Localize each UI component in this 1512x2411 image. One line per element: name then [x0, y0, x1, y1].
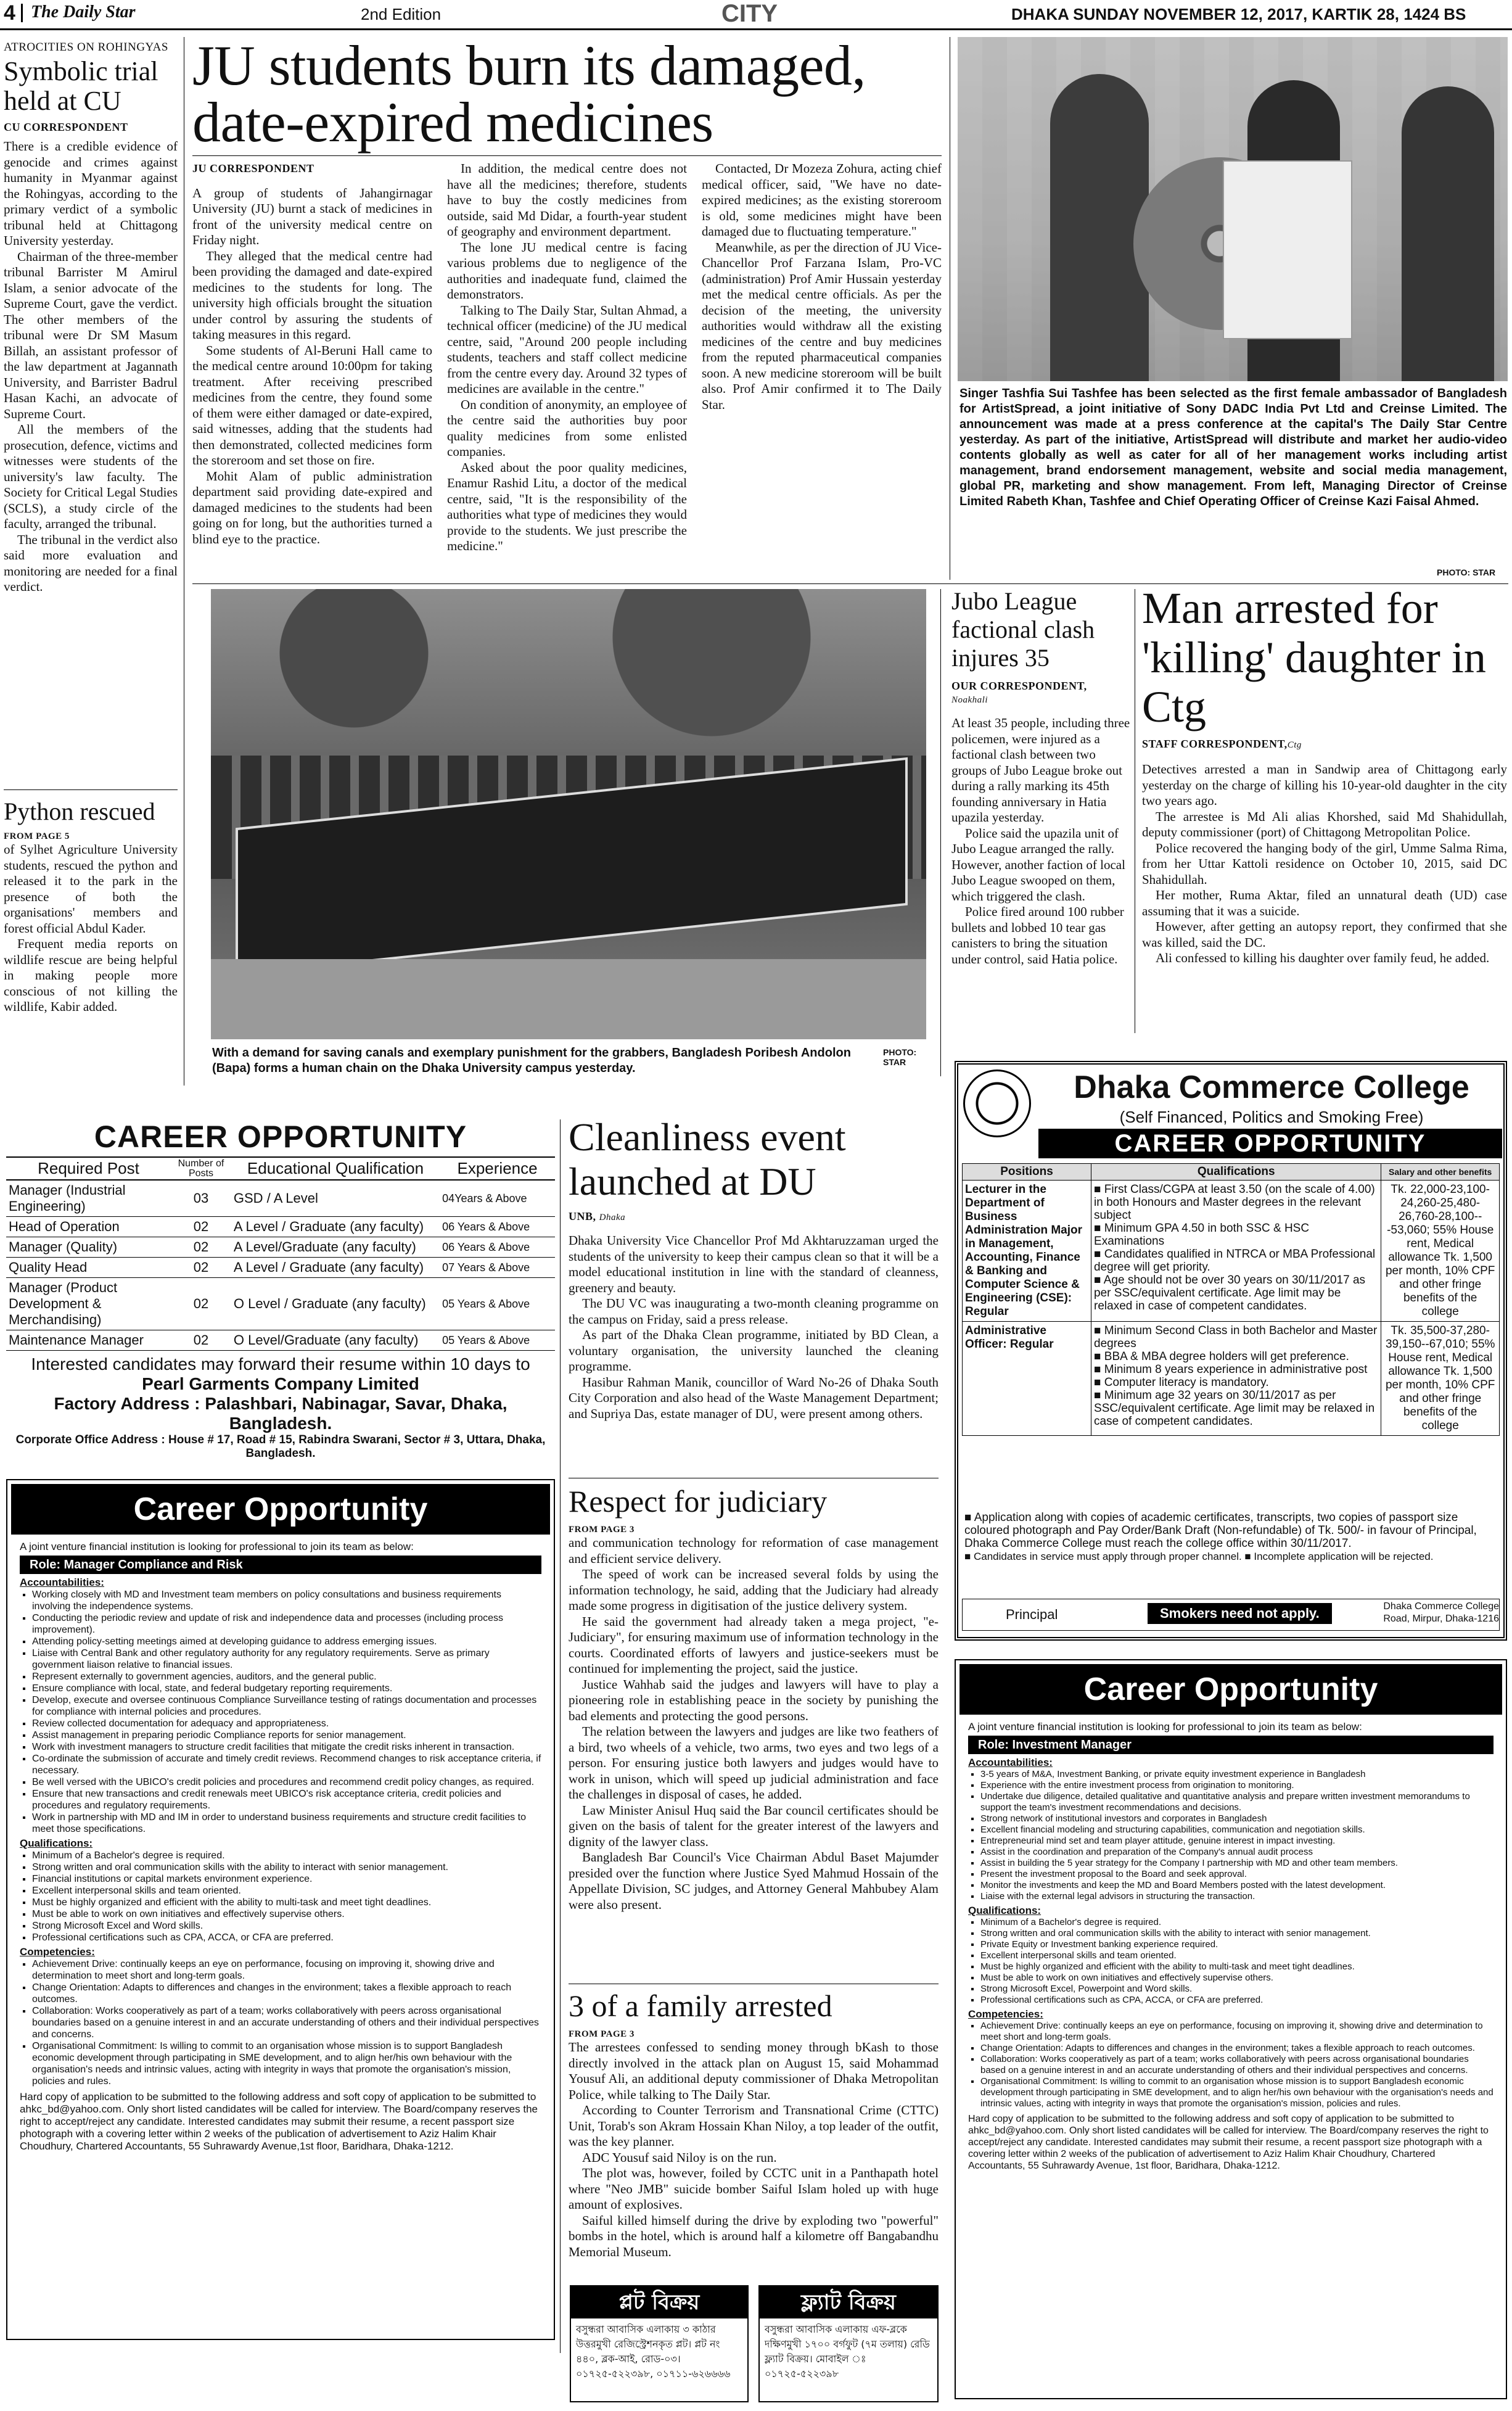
qualification-item	[1094, 1248, 1378, 1274]
col-header: Educational Qualification	[247, 1159, 424, 1177]
qualification-item	[1094, 1274, 1378, 1313]
table-cell: 05 Years & Above	[442, 1333, 530, 1346]
paragraph: The speed of work can be increased several folds by using the information technology, he said, adding that the Judiciary had already made some progress in digitisation of the justice delivery system.	[569, 1567, 939, 1613]
paragraph: The arrestees confessed to sending money through bKash to those directly involved in the attack plan on August 15, said Mohammad Yousuf Ali, an additional deputy commissioner of Dhaka Metropolitan Police, while talking to The Daily Star.	[569, 2040, 939, 2102]
paragraph: Contacted, Dr Mozeza Zohura, acting chief medical officer, said, "We have no date-expired medicines; as the existing storeroom is old, some medicines might have been damaged due to fluctuating temperature."	[702, 161, 942, 239]
list-item: ▪ Strong network of institutional investors and corporates in Bangladesh	[980, 1813, 1494, 1824]
salary-cell: Tk. 35,500-37,280-39,150--67,010; 55% House rent, Medical allowance Tk. 1,500 per month, 10% CPF and other fringe benefits of the college	[1381, 1322, 1500, 1436]
list-item: ▪ Liaise with Central Bank and other regulatory authority for any regulatory requirements. Serve as primary government liaison relative to financial issues.	[32, 1647, 541, 1671]
qualification-text: Minimum age 32 years on 30/11/2017 as per SSC/equivalent certificate. Age limit may be relaxed in case of competent candidates.	[1094, 1389, 1375, 1428]
list-item: ▪ Monitor the investments and keep the MD and Board Members posted with the latest development.	[980, 1880, 1494, 1891]
list-item: ▪ 3-5 years of M&A, Investment Banking, or private equity investment experience in Bangladesh	[980, 1769, 1494, 1780]
career-band: CAREER OPPORTUNITY	[1038, 1129, 1502, 1158]
qualification-text: Candidates qualified in NTRCA or MBA Professional degree will get priority.	[1094, 1248, 1376, 1274]
list-item: ▪ Work with investment managers to structure credit facilities that mitigate the credit risks inherent in transaction.	[32, 1741, 541, 1753]
table-row	[6, 1237, 555, 1258]
list-item: ▪ Working closely with MD and Investment team members on policy consultations and business requirements involving the independence systems.	[32, 1589, 541, 1612]
table-row	[963, 1322, 1500, 1436]
table-row	[6, 1330, 555, 1351]
paragraph: Saiful killed himself during the drive by exploding two "powerful" bombs in the hotel, which is around half a kilometre off Bangabandhu Memorial Museum.	[569, 2212, 939, 2259]
table-cell: O Level / Graduate (any faculty)	[233, 1296, 426, 1311]
qualifications-list	[956, 1917, 1494, 2006]
table-cell: 04Years & Above	[442, 1192, 527, 1205]
dcc-table	[962, 1163, 1500, 1436]
headline: Cleanliness event launched at DU	[569, 1115, 846, 1203]
plaque	[1223, 160, 1352, 339]
place: Ctg	[1287, 740, 1302, 750]
table-row	[963, 1181, 1500, 1322]
table-cell: Manager (Industrial Engineering)	[9, 1182, 126, 1214]
position-cell: Lecturer in the Department of Business Administration Major in Management, Accounting, Finance & Banking and Computer Science & Engineering (CSE): Regular	[963, 1181, 1091, 1322]
place	[951, 693, 1130, 706]
list-item: ▪ Must be highly organized and efficient with the ability to multi-task and meet tight deadlines.	[980, 1961, 1494, 1972]
list-item: ▪ Collaboration: Works cooperatively as part of a team; works collaboratively with peers across organisational boundaries based on a genuine interest in and an accurate understanding of others and their individual perspectives and concerns.	[32, 2005, 541, 2040]
list-item: ▪ Must be able to work on own initiatives and effectively supervise others.	[32, 1908, 541, 1920]
list-item: ▪ Assist management in preparing periodic Compliance reports for senior management.	[32, 1729, 541, 1741]
paragraph: Detectives arrested a man in Sandwip area of Chittagong early yesterday on the charge of killing his 10-year-old daughter in the city two years ago.	[1142, 762, 1507, 808]
story-body	[4, 842, 178, 1015]
list-item: ▪ Excellent interpersonal skills and team oriented.	[980, 1950, 1494, 1961]
ad-title: Career Opportunity	[11, 1484, 550, 1535]
table-cell: A Level / Graduate (any faculty)	[233, 1219, 424, 1234]
classified-flat-sale	[758, 2285, 939, 2402]
qualification-item	[1094, 1376, 1378, 1389]
kicker: ATROCITIES ON ROHINGYAS	[4, 41, 168, 54]
bullet-icon: ■	[1094, 1350, 1104, 1363]
list-item: ▪ Must be highly organized and efficient with the ability to multi-task and meet tight deadlines.	[32, 1897, 541, 1908]
list-item: ▪ Organisational Commitment: Is willing to commit to an organisation whose mission is to support Bangladesh economic development through participating in SME development, and to align her/his own behaviour with the organisation's needs and intrinsic values, acting with integrity in ways that promote the organisation's mission, policies and rules.	[32, 2040, 541, 2087]
ad-intro: A joint venture financial institution is looking for professional to join its team as below:	[20, 1541, 414, 1552]
paragraph: Law Minister Anisul Huq said the Bar council certificates should be given on the basis of talent for the greater interest of the lawyers and dignity of the lawyer class.	[569, 1802, 939, 1849]
bullet-icon: ■	[1094, 1363, 1104, 1376]
dcc-notes	[964, 1511, 1500, 1563]
place-name: Noakhali	[951, 695, 988, 705]
note-text: Incomplete application will be rejected.	[1254, 1551, 1434, 1562]
competencies-list	[956, 2021, 1494, 2109]
paragraph: Chairman of the three-member tribunal Barrister M Amirul Islam, a senior advocate of the Supreme Court, gave the verdict. The other members of the tribunal were Dr SM Masum Billah, an assistant professor of the law department at Jagannath University, and Barrister Badrul Hasan Kachi, an advocate of Supreme Court.	[4, 249, 178, 421]
section-heading: Qualifications:	[968, 1905, 1042, 1916]
section-heading: Qualifications:	[20, 1837, 93, 1849]
paragraph: Some students of Al-Beruni Hall came to the medical centre around 10:00pm for taking treatment. After receiving prescribed medicines from the centre, they found some of them were either damaged or date-expired, said witnesses, adding that the students had then demonstrated, collected medicines form the storeroom and set those on fire.	[192, 342, 432, 468]
from-page: FROM PAGE 3	[569, 2029, 635, 2039]
table-cell: Manager (Product Development & Merchandising)	[9, 1280, 118, 1327]
qualification-item	[1094, 1324, 1378, 1350]
column-rule	[940, 589, 941, 1076]
college-name: Dhaka Commerce College	[1074, 1069, 1469, 1105]
classified-title: ফ্ল্যাট বিক্রয়	[760, 2286, 937, 2318]
positions-table	[6, 1156, 555, 1351]
classified-body: বসুন্ধরা আবাসিক এলাকায় ৩ কাঠার উত্তরমুখী রেজিস্ট্রেশনকৃত প্লট। প্লট নং ৪৪০, ব্লক-আই, রোড-০৩। ০১৭২৫-৫২২৩৯৮, ০১৭১১-৬২৬৬৬৬	[576, 2323, 731, 2380]
qualification-item	[1094, 1350, 1378, 1363]
list-item: ▪ Represent externally to government agencies, auditors, and the general public.	[32, 1671, 541, 1683]
road	[211, 959, 926, 1039]
photo-ambassador	[958, 37, 1508, 381]
story-python	[4, 798, 178, 1015]
paragraph: Asked about the poor quality medicines, Enamur Rashid Litu, a doctor of the medical centre, said, "It is the responsibility of the authorities what type of medicines they would provide to the students. We just prescribe the medicine."	[447, 460, 687, 553]
note: ■ Application along with copies of academic certificates, transcripts, two copies of passport size coloured photograph and Pay Order/Bank Draft (Non-refundable) of Tk. 500/- in favour of Principal, Dhaka Commerce College must reach the college office within 30/11/2017.	[964, 1511, 1477, 1550]
factory-address: Factory Address : Palashbari, Nabinagar, Savar, Dhaka, Bangladesh.	[54, 1394, 507, 1433]
column-rule	[560, 1119, 561, 2353]
story-body	[951, 715, 1130, 967]
paragraph: Dhaka University Vice Chancellor Prof Md Akhtaruzzaman urged the students of the university to keep their campus clean so that it will be a model educational institution in line with the standard of cleanness, greenery and beauty.	[569, 1233, 939, 1295]
list-item: ▪ Work in partnership with MD and IM in order to understand business requirements and structure credit facilities to meet those specifications.	[32, 1811, 541, 1835]
accountabilities-list	[956, 1769, 1494, 1902]
list-item: ▪ Excellent interpersonal skills and team oriented.	[32, 1885, 541, 1897]
page-number: 4	[4, 1, 15, 25]
ad-pearl-garments	[6, 1119, 555, 1468]
note: ■ Candidates in service must apply through proper channel. ■ Incomplete application will be rejected.	[964, 1551, 1434, 1562]
headline: Man arrested for 'killing' daughter in Ctg	[1142, 583, 1486, 732]
headline: Symbolic trial held at CU	[4, 56, 158, 116]
table-cell: A Level / Graduate (any faculty)	[233, 1259, 424, 1275]
paragraph: A group of students of Jahangirnagar University (JU) burnt a stack of medicines in front of the university medical centre on Friday night.	[192, 185, 432, 247]
photo-caption: With a demand for saving canals and exemplary punishment for the grabbers, Bangladesh Poribesh Andolon (Bapa) forms a human chain on the Dhaka University campus yesterday.	[212, 1046, 851, 1075]
section-name: CITY	[721, 0, 778, 27]
story-family	[569, 1987, 939, 2260]
story-rohingya	[4, 41, 178, 595]
note-text: Candidates in service must apply through proper channel.	[974, 1551, 1242, 1562]
paragraph: There is a credible evidence of genocide and crimes against humanity in Myanmar against the Rohingyas, according to the primary verdict of a symbolic tribunal held at Chittagong University yesterday.	[4, 139, 178, 248]
list-item: ▪ Excellent financial modeling and structuring capabilities, communication and negotiation skills.	[980, 1824, 1494, 1836]
accountabilities-list	[7, 1589, 541, 1835]
photo-caption: Singer Tashfia Sui Tashfee has been selected as the first female ambassador of Bangladesh for ArtistSpread, a joint initiative of Sony DADC India Pvt Ltd and Creinse Limited. The announcement was made at a press conference at the capital's The Daily Star Centre yesterday. As part of the initiative, ArtistSpread will distribute and market her audio-video contents globally as well as cater for all of her management works including artist management, brand endorsement management, website and social media management, global PR, marketing and show management. From left, Managing Director of Creinse Limited Rabeth Khan, Tashfee and Chief Operating Officer of Creinse Kazi Faisal Ahmed.	[959, 387, 1507, 508]
table-cell: Manager (Quality)	[9, 1239, 118, 1255]
bullet-icon: ■	[1094, 1183, 1104, 1196]
page-number-divider	[21, 4, 23, 22]
paragraph: ADC Yousuf said Niloy is on the run.	[582, 2149, 777, 2165]
footer-principal: Principal	[1006, 1607, 1058, 1622]
list-item: ▪ Strong Microsoft Excel, Powerpoint and Word skills.	[980, 1984, 1494, 1995]
col-header: Number of Posts	[178, 1158, 224, 1179]
qualifications-list	[7, 1850, 541, 1943]
story-body	[1142, 762, 1507, 966]
list-item: ▪ Entrepreneurial mind set and team player attitude, genuine interest in impact investing.	[980, 1836, 1494, 1847]
college-subtitle: (Self Financed, Politics and Smoking Free)	[1119, 1108, 1424, 1126]
corporate-address: Corporate Office Address : House # 17, Road # 15, Rabindra Swarani, Sector # 3, Uttara, Dhaka, Bangladesh.	[15, 1433, 546, 1460]
list-item: ▪ Ensure compliance with local, state, and federal budgetary reporting requirements.	[32, 1683, 541, 1694]
paragraph: According to Counter Terrorism and Transnational Crime (CTTC) Unit, Torab's son Akram Hossain Khan Niloy, a top leader of the outfit, was the key planner.	[569, 2103, 939, 2149]
table-cell: Maintenance Manager	[9, 1332, 144, 1348]
person-left	[1050, 74, 1149, 381]
paragraph: The plot was, however, foiled by CCTC unit in a Panthapath hotel where "Neo JMB" suicide bomber Saiful Islam holed up with huge amount of explosives.	[569, 2166, 939, 2212]
qualifications-cell	[1091, 1322, 1381, 1436]
headline: Respect for judiciary	[569, 1484, 828, 1519]
qualification-text: BBA & MBA degree holders will get preference.	[1104, 1350, 1349, 1363]
photo-human-chain	[211, 589, 926, 1039]
list-item: ▪ Co-ordinate the submission of accurate and timely credit reviews. Recommend changes to risk acceptance criteria, if necessary.	[32, 1753, 541, 1776]
list-item: ▪ Review collected documentation for adequacy and appropriateness.	[32, 1718, 541, 1729]
list-item: ▪ Minimum of a Bachelor's degree is required.	[32, 1850, 541, 1861]
story-ctg	[1142, 583, 1507, 966]
headline: Jubo League factional clash injures 35	[951, 587, 1095, 672]
qualification-item	[1094, 1363, 1378, 1376]
list-item: ▪ Minimum of a Bachelor's degree is required.	[980, 1917, 1494, 1928]
list-item: ▪ Achievement Drive: continually keeps an eye on performance, focusing on improving it, showing drive and determination to meet short and long-term goals.	[980, 2021, 1494, 2043]
table-cell: Head of Operation	[9, 1219, 120, 1234]
footer-address: Dhaka Commerce College Road, Mirpur, Dhaka-1216	[1383, 1601, 1499, 1624]
bullet-icon: ■	[1094, 1376, 1104, 1389]
list-item: ▪ Liaise with the external legal advisors in structuring the transaction.	[980, 1891, 1494, 1902]
headline-rule	[192, 155, 942, 156]
paragraph: Ali confessed to killing his daughter over family feud, he added.	[1156, 950, 1490, 965]
paragraph: Justice Wahhab said the judges and lawyers will have to play a pioneering role in establishing peace in the society by punishing the bad elements and protecting the good persons.	[569, 1676, 939, 1723]
paragraph: Meanwhile, as per the direction of JU Vice-Chancellor Prof Farzana Islam, Pro-VC (administration) Prof Amir Hussain yesterday met the medical centre officials. As per the decision of the meeting, the university authorities would withdraw all the existing medicines of the centre and buy medicines from the reputed pharmaceutical companies soon. A new medicine storeroom will be built also. Prof Amir confirmed it to The Daily Star.	[702, 239, 942, 412]
photo-credit: PHOTO: STAR	[883, 1047, 917, 1067]
story-body	[192, 161, 942, 568]
list-item: ▪ Assist in the coordination and preparation of the Company's annual audit process	[980, 1847, 1494, 1858]
paragraph: As part of the Dhaka Clean programme, initiated by BD Clean, a voluntary organisation, the university launched the cleaning programme.	[569, 1327, 939, 1374]
table-row	[6, 1217, 555, 1237]
bullet-icon: ■	[1094, 1274, 1104, 1287]
paragraph: Mohit Alam of public administration department said providing date-expired and damaged medicines to the students had been going on for long, but the authorities turned a blind eye to the practice.	[192, 468, 432, 546]
photo-credit: PHOTO: STAR	[1437, 567, 1496, 577]
list-item: ▪ Ensure that new transactions and credit renewals meet UBICO's risk acceptance criteria, credit policies and procedures and regulatory requirements.	[32, 1788, 541, 1811]
dateline: DHAKA SUNDAY NOVEMBER 12, 2017, KARTIK 28, 1424 BS	[1011, 5, 1466, 23]
ad-footer: Hard copy of application to be submitted to the following address and soft copy of application to be submitted to ahkc_bd@yahoo.com. Only short listed candidates will be called for interview. The Board/company reserves the right to accept/reject any candidate. Interested candidates may submit their resume, a recent passport size photograph with a covering letter within 2 weeks of the publication of advertisement to Aziz Halim Khair Choudhury, Chartered Accountants, 55 Suhrawardy Avenue,1st floor, Baridhara, Dhaka-1212.	[20, 2091, 538, 2152]
paragraph: Police recovered the hanging body of the girl, Umme Salma Rima, from her Uttar Kattoli residence on October 10, 2015, said DC Shahidullah.	[1142, 840, 1507, 887]
table-cell: 02	[193, 1296, 209, 1311]
college-logo	[963, 1069, 1031, 1137]
paragraph: Her mother, Ruma Aktar, filed an unnatural death (UD) case assuming that it was a suicide.	[1142, 888, 1507, 918]
position-cell: Administrative Officer: Regular	[963, 1322, 1091, 1436]
ad-career-compliance	[6, 1479, 555, 2340]
classified-plot-sale	[570, 2285, 749, 2402]
bullet-icon: ■	[1094, 1222, 1104, 1235]
bullet-icon: ■	[1094, 1324, 1104, 1337]
qualification-text: Minimum 8 years experience in administrative post	[1104, 1363, 1368, 1376]
person-right	[1402, 86, 1494, 381]
role-band: Role: Investment Manager	[968, 1736, 1494, 1754]
ad-line: Interested candidates may forward their resume within 10 days to	[31, 1354, 530, 1374]
story-ju	[192, 34, 942, 568]
qualification-text: First Class/CGPA at least 3.50 (on the scale of 4.00) in both Honours and Master degrees in the relevant subject	[1094, 1183, 1375, 1222]
list-item: ▪ Professional certifications such as CPA, ACCA, or CFA are preferred.	[32, 1932, 541, 1943]
paragraph: On condition of anonymity, an employee of the centre said the authorities buy poor quality medicines from some enlisted companies.	[447, 397, 687, 459]
paper-name: The Daily Star	[31, 2, 136, 22]
headline: Python rescued	[4, 797, 155, 825]
salary-cell: Tk. 22,000-23,100-24,260-25,480-26,760-28,100---53,060; 55% House rent, Medical allowance Tk. 1,500 per month, 10% CPF and other fringe benefits of the college	[1381, 1181, 1500, 1322]
place: Dhaka	[599, 1213, 626, 1222]
ad-dhaka-commerce-college	[955, 1061, 1507, 1641]
table-cell: Quality Head	[9, 1259, 88, 1275]
section-heading: Competencies:	[968, 2008, 1043, 2020]
story-jubo	[951, 587, 1130, 967]
ad-title: CAREER OPPORTUNITY	[94, 1119, 467, 1154]
table-row	[6, 1258, 555, 1278]
table-cell: 06 Years & Above	[442, 1220, 530, 1233]
note-text: Application along with copies of academic certificates, transcripts, two copies of passport size coloured photograph and Pay Order/Bank Draft (Non-refundable) of Tk. 500/- in favour of Principal, Dhaka Commerce College must reach the college office within 30/11/2017.	[964, 1511, 1477, 1550]
table-cell: 02	[193, 1332, 209, 1348]
list-item: ▪ Change Orientation: Adapts to differences and changes in the environment; takes a flexible approach to reach outcomes.	[980, 2043, 1494, 2054]
table-cell: 06 Years & Above	[442, 1240, 530, 1253]
table-cell: 05 Years & Above	[442, 1297, 530, 1310]
table-cell: 02	[193, 1259, 209, 1275]
table-cell: 02	[193, 1239, 209, 1255]
paragraph: Talking to The Daily Star, Sultan Ahmad, a technical officer (medicine) of the JU medical centre, said, "Around 200 people including students, teachers and staff collect medicine from the centre every day. Around 32 types of medicines are available in the centre."	[447, 302, 687, 396]
col-header: Required Post	[38, 1159, 139, 1177]
table-cell: GSD / A Level	[233, 1190, 318, 1206]
paragraph: All the members of the prosecution, defence, victims and witnesses were students of the university's law faculty. The Society for Critical Legal Studies (SCLS), a study circle of the faculty, arranged the tribunal.	[4, 422, 178, 531]
table-cell: 03	[193, 1190, 209, 1206]
paragraph: Police fired around 100 rubber bullets and lobbed 10 tear gas canisters to bring the situation under control, said Hatia police.	[951, 904, 1124, 966]
column-rule	[4, 789, 178, 790]
footer-no-smoking: Smokers need not apply.	[1148, 1603, 1332, 1624]
ad-intro: A joint venture financial institution is looking for professional to join its team as below:	[968, 1721, 1362, 1733]
masthead-rule	[0, 28, 1512, 30]
col-header: Salary and other benefits	[1381, 1164, 1500, 1181]
story-body	[569, 2040, 939, 2260]
qualifications-cell	[1091, 1181, 1381, 1322]
col-header: Positions	[963, 1164, 1091, 1181]
qualification-item	[1094, 1389, 1378, 1428]
company-name: Pearl Garments Company Limited	[142, 1374, 419, 1393]
byline: OUR CORRESPONDENT,	[951, 680, 1087, 692]
list-item: ▪ Change Orientation: Adapts to differences and changes in the environment; takes a flexible approach to reach outcomes.	[32, 1982, 541, 2005]
headline: JU students burn its damaged, date-expired medicines	[192, 34, 866, 154]
list-item: ▪ Conducting the periodic review and update of risk and independence data and processes (including process improvement).	[32, 1612, 541, 1636]
headline: 3 of a family arrested	[569, 1989, 832, 2023]
paragraph: and communication technology for reformation of case management and efficient service delivery.	[569, 1535, 939, 1566]
list-item: ▪ Professional certifications such as CPA, ACCA, or CFA are preferred.	[980, 1995, 1494, 2006]
story-judiciary	[569, 1483, 939, 1913]
classified-body: বসুন্ধরা আবাসিক এলাকায় এফ-ব্লকে দক্ষিণমুখী ১৭০০ বর্গফুট (৭ম তলায়) রেডি ফ্ল্যাট বিক্রয়। মোবাইল ঃ ০১৭২৫-৫২২৩৯৮	[765, 2323, 930, 2380]
masthead	[0, 0, 1512, 27]
list-item: ▪ Achievement Drive: continually keeps an eye on performance, focusing on improving it, showing drive and determination to meet short and long-term goals.	[32, 1958, 541, 1982]
classified-title: প্লট বিক্রয়	[571, 2286, 747, 2318]
list-item: ▪ Assist in building the 5 year strategy for the Company I partnership with MD and other team members.	[980, 1858, 1494, 1869]
qualification-text: Age should not be over 30 years on 30/11/2017 as per SSC/equivalent certificate. Age limit may be relaxed in case of competent candidates.	[1094, 1274, 1366, 1313]
col-header: Experience	[457, 1159, 538, 1177]
qualification-text: Computer literacy is mandatory.	[1104, 1376, 1269, 1389]
list-item: ▪ Undertake due diligence, detailed qualitative and quantitative analysis and prepare written investment memorandums to support the team's investment recommendations and decisions.	[980, 1791, 1494, 1813]
paragraph: The arrestee is Md Ali alias Khorshed, said Md Shahidullah, deputy commissioner (port) of Chittagong Metropolitan Police.	[1142, 809, 1507, 839]
story-body	[569, 1535, 939, 1913]
paragraph: Bangladesh Bar Council's Vice Chairman Abdul Baset Majumder presided over the function where Justice Syed Mahmud Hossain of the Appellate Division, SC judges, and Attorney General Mahbubey Alam were also present.	[569, 1850, 939, 1912]
story-body	[569, 1233, 939, 1422]
bullet-icon: ■	[1094, 1248, 1104, 1261]
col-header: Qualifications	[1091, 1164, 1381, 1181]
ad-title: Career Opportunity	[959, 1664, 1502, 1715]
paragraph: The tribunal in the verdict also said more evaluation and monitoring are needed for a final verdict.	[4, 532, 178, 594]
ad-footer: Hard copy of application to be submitted to the following address and soft copy of application to be submitted to ahkc_bd@yahoo.com. Only short listed candidates will be called for interview. The Board/company reserves the right to accept/reject any candidate. Interested candidates may submit their resume, a recent passport size photograph with a covering letter within 2 weeks of the publication of advertisement to Aziz Halim Khair Choudhury, Chartered Accountants, 55 Suhrawardy Avenue, 1st floor, Baridhara, Dhaka-1212.	[968, 2114, 1489, 2171]
byline: UNB,	[569, 1210, 596, 1222]
byline: CU CORRESPONDENT	[4, 121, 128, 133]
paragraph: The relation between the lawyers and judges are like two feathers of a bird, two wheels of a vehicle, two arms, two eyes and two legs of a person. For ensuring justice both lawyers and judges would have to work in unison, which will speed up judicial administration and face the challenges in disposal of cases, he added.	[569, 1724, 939, 1802]
list-item: ▪ Collaboration: Works cooperatively as part of a team; works collaboratively with peers across organisational boundaries based on a genuine interest in and an accurate understanding of others and their individual perspectives and concerns.	[980, 2054, 1494, 2076]
byline: JU CORRESPONDENT	[192, 162, 314, 175]
paragraph: of Sylhet Agriculture University students, rescued the python and released it to the park in the presence of both the organisations' members and forest official Abdul Kader.	[4, 842, 178, 936]
table-row	[6, 1278, 555, 1330]
section-heading: Accountabilities:	[968, 1757, 1053, 1768]
list-item: ▪ Strong written and oral communication skills with the ability to interact with senior management.	[32, 1861, 541, 1873]
paragraph: They alleged that the medical centre had been providing the damaged and date-expired medicines to the students for long. The university high officials brought the situation under control by assuring the students of taking measures in this regard.	[192, 248, 432, 342]
paragraph: At least 35 people, including three policemen, were injured as a factional clash between two groups of Jubo League broke out during a rally marking its 45th founding anniversary in Hatia upazila yesterday.	[951, 715, 1130, 825]
list-item: ▪ Organisational Commitment: Is willing to commit to an organisation whose mission is to support Bangladesh economic development through participating in SME development, and to align her/his own behaviour with the organisation's needs and intrinsic values, acting with integrity in ways that promote the organisation's mission, policies and rules.	[980, 2076, 1494, 2109]
edition: 2nd Edition	[361, 5, 442, 23]
table-cell: A Level/Graduate (any faculty)	[233, 1239, 416, 1255]
paragraph: In addition, the medical centre does not have all the medicines; therefore, students have to buy the costly medicines from outside, said Md Didar, a fourth-year student of geography and environment department.	[447, 161, 687, 239]
dcc-footer	[962, 1599, 1500, 1631]
paragraph: Frequent media reports on wildlife rescue are being helpful in making people more conscious of not killing the wildlife, Kabir added.	[4, 936, 178, 1014]
table-cell: 07 Years & Above	[442, 1261, 530, 1274]
section-heading: Competencies:	[20, 1946, 95, 1958]
bullet-icon: ■	[1094, 1389, 1104, 1402]
story-body	[4, 139, 178, 595]
list-item: ▪ Experience with the entire investment process from origination to monitoring.	[980, 1780, 1494, 1791]
from-page: FROM PAGE 3	[569, 1525, 635, 1535]
list-item: ▪ Present the investment proposal to the Board and seek approval.	[980, 1869, 1494, 1880]
qualification-text: Minimum GPA 4.50 in both SSC & HSC Examinations	[1094, 1222, 1310, 1248]
table-row	[6, 1180, 555, 1217]
list-item: ▪ Be well versed with the UBICO's credit policies and procedures and recommend credit policy changes, as required.	[32, 1776, 541, 1788]
paragraph: Hasibur Rahman Manik, councillor of Ward No-26 of Dhaka South City Corporation and also head of the Waste Management Department; and Supriya Das, estate manager of DU, were present among others.	[569, 1374, 939, 1421]
list-item: ▪ Attending policy-setting meetings aimed at developing guidance to address emerging issues.	[32, 1636, 541, 1647]
table-cell: O Level/Graduate (any faculty)	[233, 1332, 419, 1348]
paragraph: Police said the upazila unit of Jubo League arranged the rally. However, another faction of local Jubo League swooped on them, which triggered the clash.	[951, 825, 1125, 904]
list-item: ▪ Financial institutions or capital markets environment experience.	[32, 1873, 541, 1885]
section-heading: Accountabilities:	[20, 1576, 104, 1588]
table-body	[963, 1181, 1500, 1436]
ad-career-investment	[955, 1659, 1507, 2399]
table-body	[6, 1180, 555, 1351]
list-item: ▪ Strong written and oral communication skills with the ability to interact with senior management.	[980, 1928, 1494, 1939]
paragraph: He said the government had already taken a mega project, "e-Judiciary", for ensuring maximum use of information technology in the courts. Coordinated efforts of lawyers and justice-seekers must be continued for implementing the project, said the justice.	[569, 1614, 939, 1676]
role-band: Role: Manager Compliance and Risk	[20, 1556, 541, 1574]
list-item: ▪ Must be able to work on own initiatives and effectively supervise others.	[980, 1972, 1494, 1984]
paragraph: However, after getting an autopsy report, they confirmed that she was killed, said the DC.	[1142, 919, 1507, 950]
qualification-item	[1094, 1183, 1378, 1222]
list-item: ▪ Private Equity or Investment banking experience required.	[980, 1939, 1494, 1950]
byline: STAFF CORRESPONDENT,	[1142, 738, 1288, 750]
qualification-text: Minimum Second Class in both Bachelor and Master degrees	[1094, 1324, 1378, 1350]
table-cell: 02	[193, 1219, 209, 1234]
from-page: FROM PAGE 5	[4, 831, 70, 841]
list-item: ▪ Strong Microsoft Excel and Word skills.	[32, 1920, 541, 1932]
paragraph: The DU VC was inaugurating a two-month cleaning programme on the campus on Friday, said a press release.	[569, 1296, 939, 1327]
trees	[211, 589, 926, 749]
qualification-item	[1094, 1222, 1378, 1248]
paragraph: The lone JU medical centre is facing various problems due to negligence of the authorities and inadequate fund, claimed the demonstrators.	[447, 239, 687, 302]
list-item: ▪ Develop, execute and oversee continuous Compliance Surveillance testing of ratings documentation and processes for compliance with internal policies and procedures.	[32, 1694, 541, 1718]
competencies-list	[7, 1958, 541, 2087]
story-clean	[569, 1115, 939, 1422]
